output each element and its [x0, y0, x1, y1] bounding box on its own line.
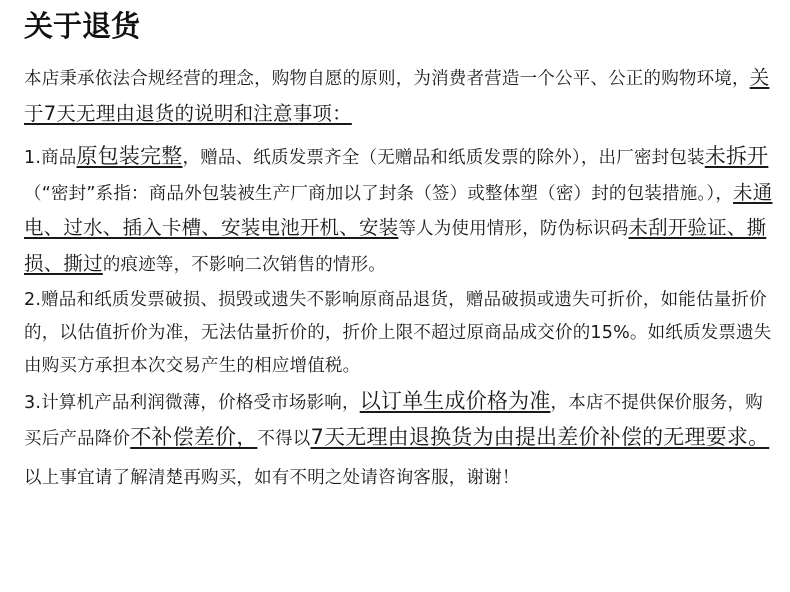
item3-highlight-2: 不补偿差价，	[130, 424, 258, 449]
policy-item-3	[24, 385, 774, 456]
item3-text-2: ，本店不提供保价服务，购买后产品降价	[24, 393, 763, 449]
item1-highlight-1: 原包装完整	[76, 144, 183, 168]
item1-text-3: （“密封”系指：商品外包装被生产厂商加以了封条（签）或整体塑（密）封的包装措施。），	[24, 183, 734, 204]
policy-item-1	[24, 140, 774, 282]
item1-text-1: 1.商品	[24, 148, 77, 168]
item3-text-3: 不得以	[257, 428, 311, 449]
item3-highlight-1: 以订单生成价格为准	[359, 389, 551, 413]
item1-highlight-3: 未通电、过水、插入卡槽、安装电池开机、安装	[24, 180, 773, 239]
item2-text: 2.赠品和纸质发票破损、损毁或遗失不影响原商品退货，赠品破损或遗失可折价，如能估量折价的，以估值折价为准，无法估量折价的，折价上限不超过原商品成交价的15%。如纸质发票遗失由购买方承担本次交易产生的相应增值税。	[24, 290, 772, 376]
item3-text-1: 3.计算机产品利润微薄，价格受市场影响，	[24, 393, 360, 413]
item1-text-5: 的痕迹等，不影响二次销售的情形。	[102, 254, 387, 275]
item3-highlight-3: 7天无理由退换货为由提出差价补偿的无理要求。	[310, 424, 770, 449]
item1-highlight-4: 未刮开验证、撕损、撕过	[24, 216, 767, 275]
item1-highlight-2: 未拆开	[704, 144, 769, 168]
policy-item-2	[24, 284, 774, 383]
intro-text: 本店秉承依法合规经营的理念，购物自愿的原则，为消费者营造一个公平、公正的购物环境，	[24, 69, 750, 89]
item1-text-2: ，赠品、纸质发票齐全（无赠品和纸质发票的除外），出厂密封包装	[182, 148, 705, 168]
item1-text-4: 等人为使用情形，防伪标识码	[398, 219, 629, 239]
return-policy	[24, 0, 774, 496]
intro-paragraph	[24, 61, 774, 132]
closing-note: 以上事宜请了解清楚再购买，如有不明之处请咨询客服，谢谢！	[24, 468, 520, 488]
intro-highlight: 关于7天无理由退货的说明和注意事项：	[24, 66, 770, 125]
page-title: 关于退货	[24, 9, 141, 43]
